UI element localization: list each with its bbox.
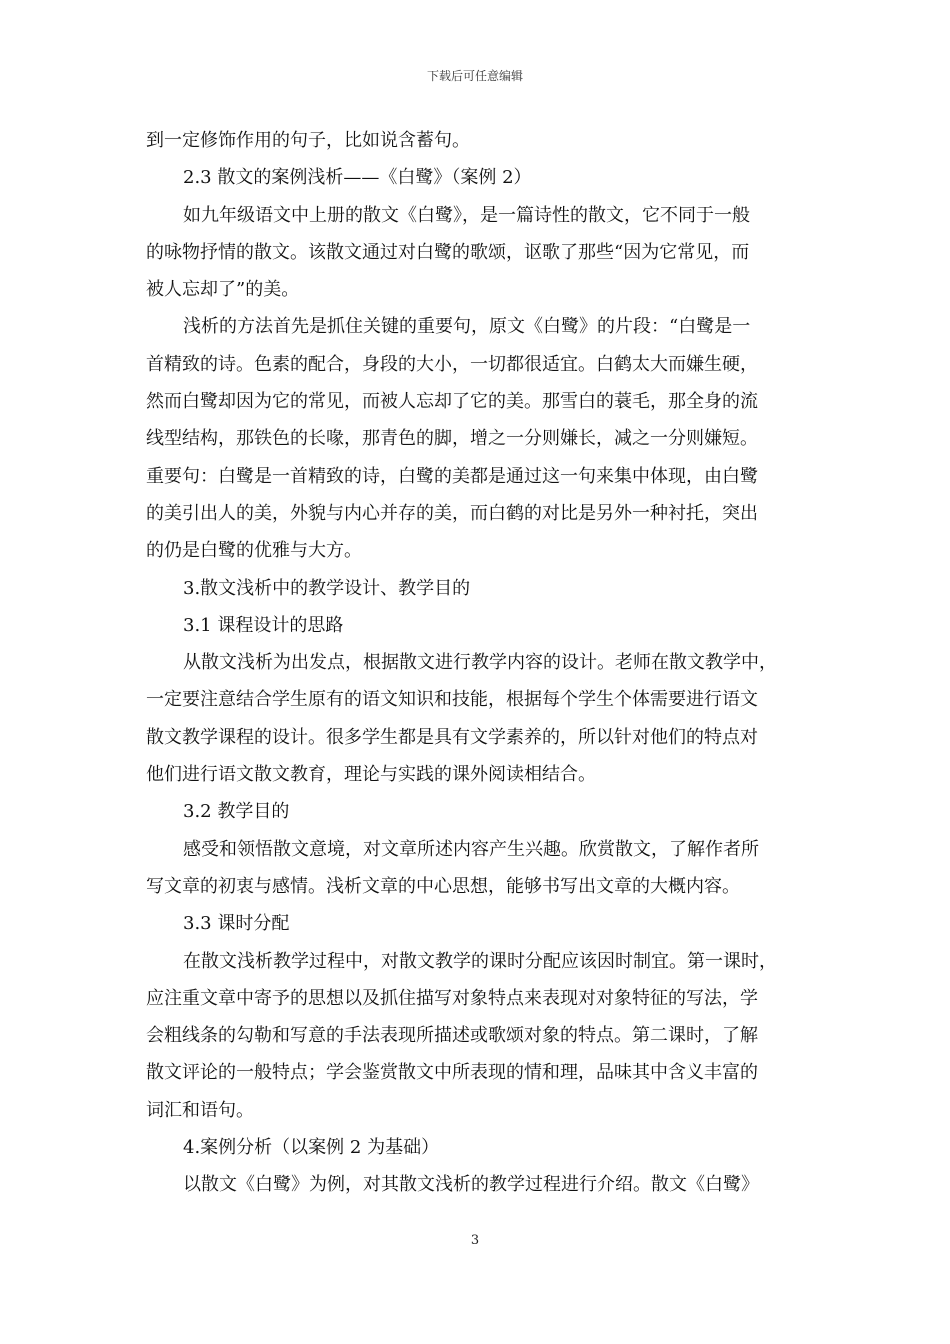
text-line: 重要句：白鹭是一首精致的诗，白鹭的美都是通过这一句来集中体现，由白鹭 xyxy=(146,465,758,487)
text-line: 线型结构，那铁色的长喙，那青色的脚，增之一分则嫌长，减之一分则嫌短。 xyxy=(146,428,758,450)
text-line: 词汇和语句。 xyxy=(146,1099,254,1121)
text-line: 然而白鹭却因为它的常见，而被人忘却了它的美。那雪白的蓑毛，那全身的流 xyxy=(146,391,758,413)
text-line: 的仍是白鹭的优雅与大方。 xyxy=(146,540,362,562)
text-line: 应注重文章中寄予的思想以及抓住描写对象特点来表现对对象特征的写法，学 xyxy=(146,987,758,1009)
text-line: 在散文浅析教学过程中，对散文教学的课时分配应该因时制宜。第一课时， xyxy=(183,950,777,972)
text-line: 感受和领悟散文意境，对文章所述内容产生兴趣。欣赏散文，了解作者所 xyxy=(183,838,759,860)
text-line: 首精致的诗。色素的配合，身段的大小，一切都很适宜。白鹤太大而嫌生硬， xyxy=(146,353,758,375)
text-line: 从散文浅析为出发点，根据散文进行教学内容的设计。老师在散文教学中， xyxy=(183,652,777,674)
text-line: 写文章的初衷与感情。浅析文章的中心思想，能够书写出文章的大概内容。 xyxy=(146,875,740,897)
text-line: 的美引出人的美，外貌与内心并存的美，而白鹤的对比是另外一种衬托，突出 xyxy=(146,502,758,524)
text-line: 4.案例分析（以案例 2 为基础） xyxy=(183,1137,440,1159)
text-line: 到一定修饰作用的句子，比如说含蓄句。 xyxy=(146,130,470,151)
text-line: 3.2 教学目的 xyxy=(183,801,290,823)
text-line: 一定要注意结合学生原有的语文知识和技能，根据每个学生个体需要进行语文 xyxy=(146,689,758,711)
text-line: 他们进行语文散文教育，理论与实践的课外阅读相结合。 xyxy=(146,764,596,786)
text-line: 以散文《白鹭》为例，对其散文浅析的教学过程进行介绍。散文《白鹭》 xyxy=(183,1174,759,1196)
text-line: 3.3 课时分配 xyxy=(183,913,290,935)
page-number: 3 xyxy=(470,1233,480,1248)
text-line: 被人忘却了”的美。 xyxy=(146,279,300,301)
text-line: 会粗线条的勾勒和写意的手法表现所描述或歌颂对象的特点。第二课时，了解 xyxy=(146,1025,758,1047)
text-line: 如九年级语文中上册的散文《白鹭》，是一篇诗性的散文，它不同于一般 xyxy=(183,204,750,226)
text-line: 浅析的方法首先是抓住关键的重要句，原文《白鹭》的片段：“白鹭是一 xyxy=(183,316,751,338)
text-line: 散文评论的一般特点；学会鉴赏散文中所表现的情和理，品味其中含义丰富的 xyxy=(146,1062,758,1084)
text-line: 的咏物抒情的散文。该散文通过对白鹭的歌颂，讴歌了那些“因为它常见，而 xyxy=(146,241,750,263)
text-line: 2.3 散文的案例浅析——《白鹭》（案例 2） xyxy=(183,167,532,189)
page-header: 下载后可任意编辑 xyxy=(426,69,523,83)
text-line: 3.1 课程设计的思路 xyxy=(183,614,344,636)
body-text xyxy=(146,122,808,1204)
text-line: 3.散文浅析中的教学设计、教学目的 xyxy=(183,577,471,599)
text-line: 散文教学课程的设计。很多学生都是具有文学素养的，所以针对他们的特点对 xyxy=(146,726,758,748)
